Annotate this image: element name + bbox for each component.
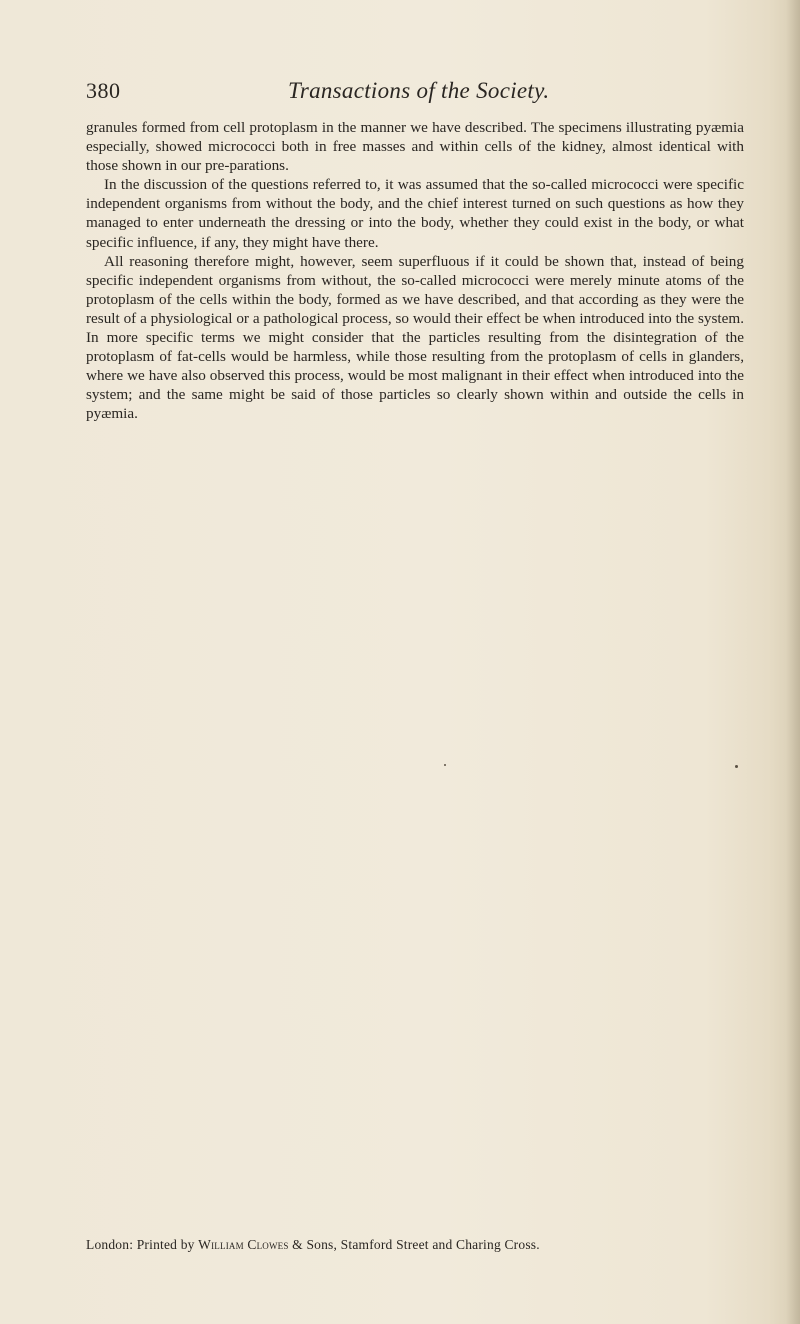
- paragraph-1: granules formed from cell protoplasm in the manner we have described. The specimens illustrating pyæmia especially, showed micrococci both in free masses and within cells of the kidney, almost identical with those shown in our pre-parations.: [86, 119, 744, 175]
- paragraph-2: In the discussion of the questions referred to, it was assumed that the so-called micrococci were specific independent organisms from without the body, and the chief interest turned on such questions as how they managed to enter underneath the dressing or into the body, whether they could exist in the body, or what specific influence, if any, they might have there.: [86, 176, 744, 251]
- page-header: [86, 78, 746, 112]
- body-text: [86, 118, 744, 424]
- page-number: 380: [86, 78, 121, 103]
- paper-speck: [735, 765, 738, 768]
- paragraph-3: All reasoning therefore might, however, seem superfluous if it could be shown that, instead of being specific independent organisms from without, the so-called micrococci were merely minute atoms of the protoplasm of the cells within the body, formed as we have described, and that according as they were the result of a physiological or a pathological process, so would their effect be when introduced into the system. In more specific terms we might consider that the particles resulting from the disintegration of the protoplasm of fat-cells would be harmless, while those resulting from the protoplasm of cells in glanders, where we have also observed this process, would be most malignant in their effect when introduced into the system; and the same might be said of those particles so clearly shown within and outside the cells in pyæmia.: [86, 252, 744, 423]
- imprint-prefix: London: Printed by: [86, 1237, 199, 1252]
- imprint-suffix: & Sons, Stamford Street and Charing Cross.: [288, 1237, 540, 1252]
- running-title: Transactions of the Society.: [288, 78, 550, 103]
- printer-imprint: [86, 1237, 540, 1253]
- paper-speck: [444, 764, 446, 766]
- printer-name: William Clowes: [198, 1237, 289, 1252]
- page-edge-shadow: [786, 0, 800, 1324]
